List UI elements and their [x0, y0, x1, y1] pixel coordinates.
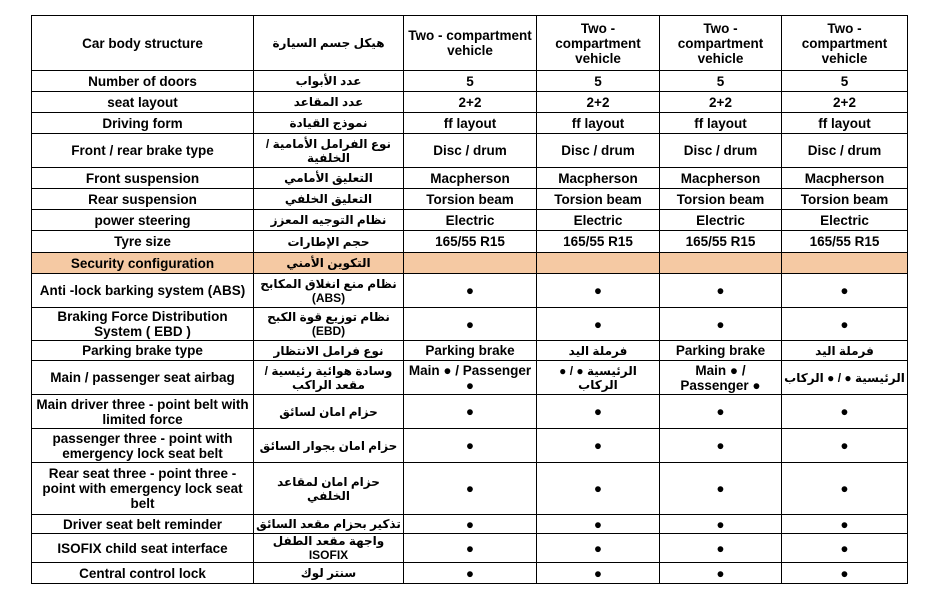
feature-dot: ●	[782, 563, 908, 584]
cell-value: 5	[782, 71, 908, 92]
cell-value: Parking brake	[660, 341, 782, 361]
feature-dot: ●	[537, 463, 660, 515]
feature-dot: ●	[660, 515, 782, 534]
cell-value: فرملة اليد	[782, 341, 908, 361]
cell-value: Torsion beam	[660, 189, 782, 210]
feature-dot: ●	[782, 308, 908, 341]
feature-dot: ●	[782, 463, 908, 515]
row-label-en: Rear seat three - point three - point with emergency lock seat belt	[32, 463, 254, 515]
cell-value: الرئيسية ● / ● الركاب	[782, 361, 908, 395]
cell-value: Main ● / Passenger ●	[660, 361, 782, 395]
feature-dot: ●	[404, 563, 537, 584]
cell-value: Macpherson	[404, 168, 537, 189]
feature-dot: ●	[660, 429, 782, 463]
vehicle-column-2: Two - compartment vehicle	[537, 16, 660, 71]
feature-dot: ●	[660, 463, 782, 515]
section-empty-cell	[537, 253, 660, 274]
row-label-en: passenger three - point with emergency lock seat belt	[32, 429, 254, 463]
feature-dot: ●	[404, 308, 537, 341]
row-label-ar: نظام منع انغلاق المكابح (ABS)	[254, 274, 404, 308]
cell-value: ff layout	[782, 113, 908, 134]
table-row	[32, 274, 908, 308]
cell-value: الرئيسية ● / ● الركاب	[537, 361, 660, 395]
row-label-ar: وسادة هوائية رئيسية / مقعد الراكب	[254, 361, 404, 395]
cell-value: 5	[404, 71, 537, 92]
cell-value: 5	[537, 71, 660, 92]
row-label-en: Main driver three - point belt with limited force	[32, 395, 254, 429]
section-empty-cell	[404, 253, 537, 274]
feature-dot: ●	[537, 274, 660, 308]
table-row	[32, 189, 908, 210]
table-row	[32, 210, 908, 231]
cell-value: Disc / drum	[660, 134, 782, 168]
feature-dot: ●	[537, 534, 660, 563]
cell-value: ff layout	[404, 113, 537, 134]
table-row	[32, 308, 908, 341]
cell-value: 2+2	[660, 92, 782, 113]
cell-value: 2+2	[782, 92, 908, 113]
row-label-ar: نموذج القيادة	[254, 113, 404, 134]
row-label-en: Tyre size	[32, 231, 254, 253]
header-label-en: Car body structure	[32, 16, 254, 71]
cell-value: Disc / drum	[537, 134, 660, 168]
feature-dot: ●	[782, 395, 908, 429]
feature-dot: ●	[404, 463, 537, 515]
row-label-ar: تذكير بحزام مقعد السائق	[254, 515, 404, 534]
cell-value: ff layout	[537, 113, 660, 134]
row-label-en: Front suspension	[32, 168, 254, 189]
row-label-en: Main / passenger seat airbag	[32, 361, 254, 395]
cell-value: Disc / drum	[782, 134, 908, 168]
header-row	[32, 16, 908, 71]
row-label-en: power steering	[32, 210, 254, 231]
row-label-ar: عدد المقاعد	[254, 92, 404, 113]
cell-value: Macpherson	[660, 168, 782, 189]
feature-dot: ●	[660, 534, 782, 563]
cell-value: Electric	[782, 210, 908, 231]
row-label-ar: حزام امان لمقاعد الخلفي	[254, 463, 404, 515]
row-label-ar: عدد الأبواب	[254, 71, 404, 92]
vehicle-column-4: Two - compartment vehicle	[782, 16, 908, 71]
cell-value: Macpherson	[537, 168, 660, 189]
feature-dot: ●	[782, 429, 908, 463]
table-row	[32, 534, 908, 563]
feature-dot: ●	[660, 308, 782, 341]
spec-table	[31, 15, 908, 584]
row-label-ar: نوع فرامل الانتظار	[254, 341, 404, 361]
section-title-ar: التكوين الأمني	[254, 253, 404, 274]
table-row	[32, 515, 908, 534]
feature-dot: ●	[537, 515, 660, 534]
cell-value: Electric	[404, 210, 537, 231]
row-label-ar: سنتر لوك	[254, 563, 404, 584]
row-label-ar: نظام توزيع قوة الكبح (EBD)	[254, 308, 404, 341]
table-row	[32, 134, 908, 168]
row-label-en: Number of doors	[32, 71, 254, 92]
cell-value: Parking brake	[404, 341, 537, 361]
table-row	[32, 168, 908, 189]
header-label-ar: هيكل جسم السيارة	[254, 16, 404, 71]
cell-value: 165/55 R15	[660, 231, 782, 253]
vehicle-column-3: Two - compartment vehicle	[660, 16, 782, 71]
section-empty-cell	[782, 253, 908, 274]
table-row	[32, 231, 908, 253]
table-row	[32, 341, 908, 361]
feature-dot: ●	[782, 534, 908, 563]
cell-value: Electric	[660, 210, 782, 231]
cell-value: Disc / drum	[404, 134, 537, 168]
cell-value: 165/55 R15	[404, 231, 537, 253]
row-label-en: Parking brake type	[32, 341, 254, 361]
cell-value: 5	[660, 71, 782, 92]
feature-dot: ●	[660, 274, 782, 308]
table-row	[32, 361, 908, 395]
row-label-en: Rear suspension	[32, 189, 254, 210]
row-label-en: Central control lock	[32, 563, 254, 584]
feature-dot: ●	[660, 395, 782, 429]
cell-value: Main ● / Passenger ●	[404, 361, 537, 395]
feature-dot: ●	[404, 515, 537, 534]
table-row	[32, 71, 908, 92]
cell-value: 165/55 R15	[537, 231, 660, 253]
cell-value: Torsion beam	[404, 189, 537, 210]
table-row	[32, 429, 908, 463]
feature-dot: ●	[404, 274, 537, 308]
table-row	[32, 463, 908, 515]
feature-dot: ●	[404, 395, 537, 429]
row-label-en: Driving form	[32, 113, 254, 134]
table-row	[32, 563, 908, 584]
section-title-en: Security configuration	[32, 253, 254, 274]
row-label-en: Anti -lock barking system (ABS)	[32, 274, 254, 308]
row-label-ar: التعليق الأمامي	[254, 168, 404, 189]
row-label-en: Driver seat belt reminder	[32, 515, 254, 534]
row-label-ar: حجم الإطارات	[254, 231, 404, 253]
table-row	[32, 113, 908, 134]
row-label-ar: حزام امان لسائق	[254, 395, 404, 429]
feature-dot: ●	[537, 563, 660, 584]
table-row	[32, 395, 908, 429]
row-label-en: seat layout	[32, 92, 254, 113]
feature-dot: ●	[537, 395, 660, 429]
table-row	[32, 92, 908, 113]
feature-dot: ●	[782, 274, 908, 308]
feature-dot: ●	[660, 563, 782, 584]
cell-value: 165/55 R15	[782, 231, 908, 253]
vehicle-column-1: Two - compartment vehicle	[404, 16, 537, 71]
row-label-ar: نوع الفرامل الأمامية / الخلفية	[254, 134, 404, 168]
row-label-ar: حزام امان بجوار السائق	[254, 429, 404, 463]
feature-dot: ●	[404, 429, 537, 463]
feature-dot: ●	[782, 515, 908, 534]
cell-value: فرملة اليد	[537, 341, 660, 361]
section-row-security	[32, 253, 908, 274]
cell-value: Torsion beam	[782, 189, 908, 210]
cell-value: Macpherson	[782, 168, 908, 189]
cell-value: 2+2	[404, 92, 537, 113]
row-label-ar: التعليق الخلفي	[254, 189, 404, 210]
row-label-ar: واجهة مقعد الطفل ISOFIX	[254, 534, 404, 563]
cell-value: 2+2	[537, 92, 660, 113]
section-empty-cell	[660, 253, 782, 274]
cell-value: Electric	[537, 210, 660, 231]
row-label-ar: نظام التوجيه المعزز	[254, 210, 404, 231]
row-label-en: Front / rear brake type	[32, 134, 254, 168]
feature-dot: ●	[404, 534, 537, 563]
feature-dot: ●	[537, 308, 660, 341]
cell-value: Torsion beam	[537, 189, 660, 210]
row-label-en: ISOFIX child seat interface	[32, 534, 254, 563]
feature-dot: ●	[537, 429, 660, 463]
cell-value: ff layout	[660, 113, 782, 134]
row-label-en: Braking Force Distribution System ( EBD )	[32, 308, 254, 341]
